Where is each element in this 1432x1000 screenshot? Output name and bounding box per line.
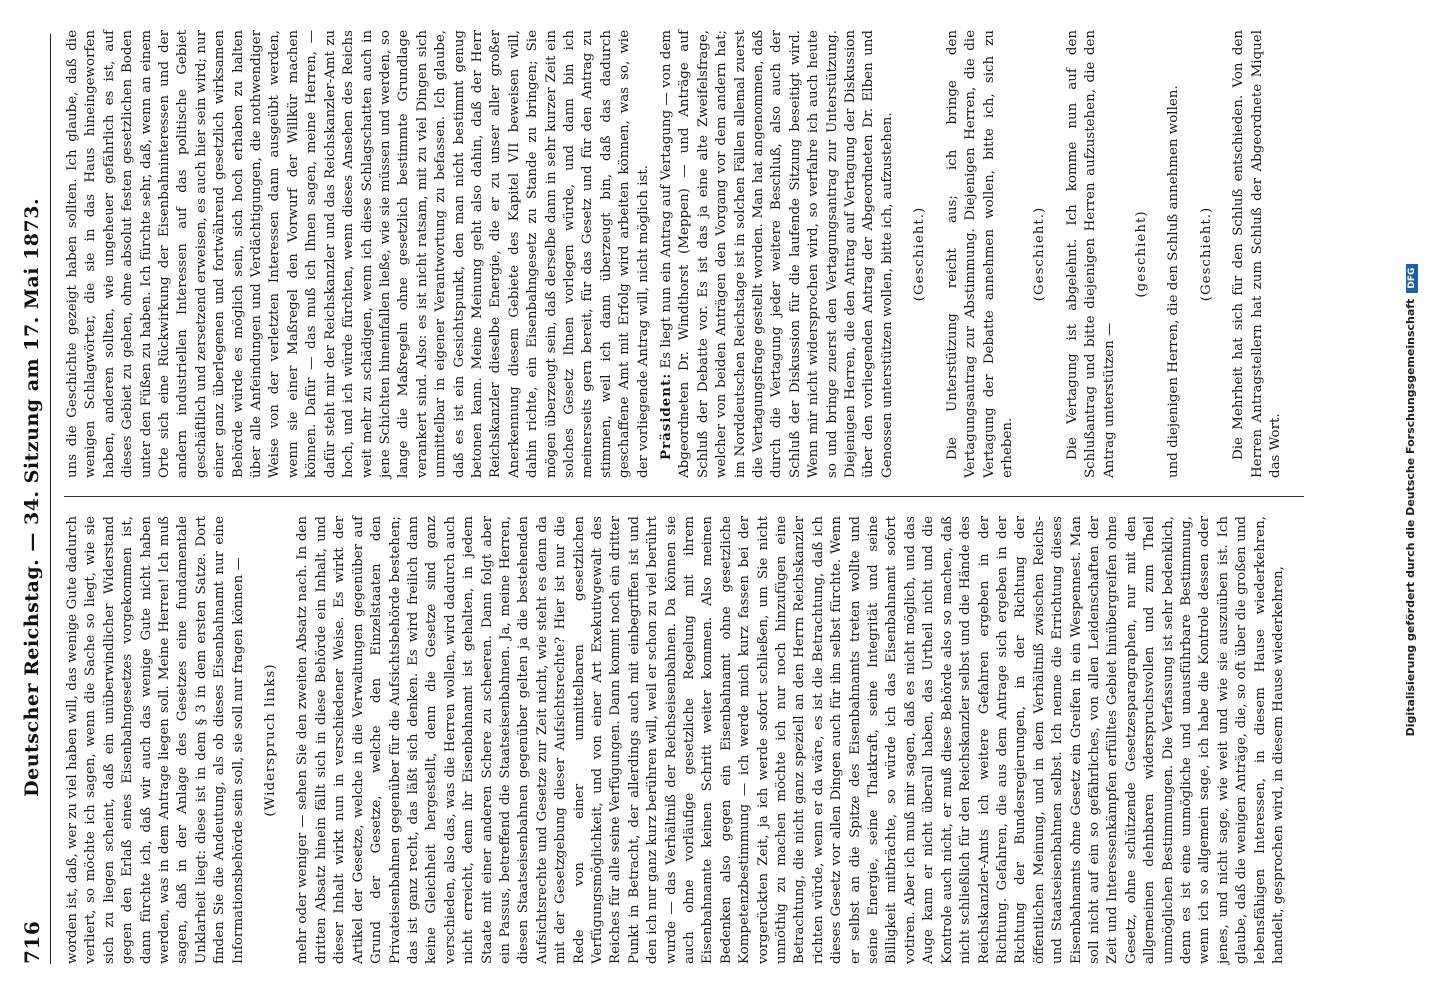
body-paragraph: Die Vertagung ist abgelehnt. Ich komme nun auf den Schlußantrag und bitte diejenigen Herren aufzustehen, die den Antrag unterstützen — [1064,30,1117,478]
stage-direction: (geschieht) [1133,210,1149,298]
speech-paragraph [657,30,897,478]
body-paragraph: und diejenigen Herren, die den Schluß annehmen wollen. [1166,85,1182,478]
body-paragraph: worden ist, daß, wer zu viel haben will, das wenige Gute dadurch verliert, so möchte ich sagen, wenn die Sache so liegt, wie sie sich zu liegen scheint, daß ein unüberwindlicher Widerstand gegen den Erlaß eines Eisenbahngesetzes vorgekommen ist, dann fürchte ich, daß wir auch das wenige Gute nicht haben werden, was in dem Antrage liegen soll. Meine Herren! Ich muß sagen, daß in der Anlage des Gesetzes eine fundamentale Unklarheit liegt: diese ist in dem § 3 in dem ersten Satze. Dort finden Sie die Andeutung, als ob dieses Eisenbahnamt nur eine Informationsbehörde sein soll, sie soll nur fragen können — [65,516,246,964]
body-paragraph: Die Unterstützung reicht aus; ich bringe den Vertagungsantrag zur Abstimmung. Diejenigen Herren, die die Vertagung der Debatte annehmen wollen, bitte ich, sich zu erheben. [944,30,1015,478]
speaker-name: Präsident: [658,372,674,460]
body-paragraph: uns die Geschichte gezeigt haben sollten. Ich glaube, daß die wenigen Schlagwörter, die sie in das Haus hineingeworfen haben, anderen sollten, wie ungeheuer gefährlich es ist, auf dieses Gebiet zu gehen, ohne absolut festen gesetzlichen Boden unter den Füßen zu haben. Ich fürchte sehr, daß, wenn an einem Orte sich eine Rückwirkung der Eisenbahninteressen und der andern industriellen Interessen auf das politische Gebiet geschäftlich und zersetzend erweisen, es auch hier sein wird; nur einer ganz überlegenen und fortwährend gesetzlich wirksamen Behörde würde es möglich sein, sich hoch erhaben zu halten über alle Anfeindungen und Verdächtigungen, die nothwendiger Weise von der verletzten Interessen dann ausgeübt werden, wenn sie einer Maßregel den Vorwurf der Willkür machen können. Dafür — das muß ich Ihnen sagen, meine Herren, — dafür steht mir der Reichskanzler und das Reichskanzler-Amt zu hoch, und ich würde fürchten, wenn dieses Ansehen des Reichs weit mehr zu schädigen, wenn ich diese Schlagschatten auch in jene Schichten hineinfallen ließe, wie sie müssen und werden, so lange die Maßregeln ohne gesetzlich bestimmte Grundlage verankert sind. Also: es ist nicht ratsam, mit zu viel Dingen sich unmittelbar in eigener Verantwortung zu befassen. Ich glaube, daß es ist ein Gesichtspunkt, den man nicht bestimmt genug betonen kann. Meine Meinung geht also dahin, daß der Herr Reichskanzler dieselbe Energie, die er zu unser aller großer Anerkennung diesem Gebiete des Kapitel VII beweisen will, dahin richte, ein Eisenbahngesetz zu Stande zu bringen; Sie mögen überzeugt sein, daß derselbe dann in sehr kurzer Zeit ein solches Gesetz Ihnen vorlegen würde, und dann bin ich meinerseits gern bereit, für das Gesetz und für den Antrag zu stimmen, weil ich dann überzeugt bin, daß das dadurch geschaffene Amt mit Erfolg wird arbeiten können, was so, wie der vorliegende Antrag will, nicht möglich ist. [65,30,651,478]
body-paragraph: mehr oder weniger — sehen Sie den zweiten Absatz nach. In den dritten Absatz hinein fällt sich in diese Behörde ein Inhalt, und dieser Inhalt wirkt nun in verschiedener Weise. Es wirkt der Artikel der Gesetze, welche in die Verwaltungen gegenüber auf Grund der Gesetze, welche den Einzelstaaten den Privateisenbahnen gegenüber für die Aufsichtsbehörde bestehen; das ist ganz recht, das läßt sich denken. Es wird freilich dann keine Gleichheit hergestellt, denn die Gesetze sind ganz verschieden, also das, was die Herren wollen, wird dadurch auch nicht erreicht, denn ihr Eisenbahnamt ist gehalten, in jedem Staate mit einer anderen Schere zu scheeren. Dann folgt aber ein Passus, betreffend die Staatseisenbahnen. Ja, meine Herren, diesen Staatseisenbahnen gegenüber gelten ja die bestehenden Aufsichtsrechte und Gesetze zur Zeit nicht, wie steht es denn da mit der Gesetzgebung dieser Aufsichtsrechte? Hier ist nur die Rede von einer unmittelbaren gesetzlichen Verfügungsmöglichkeit, und von einer Art Exekutivgewalt des Reiches für alle seine Verfügungen. Dann kommt noch ein dritter Punkt in Betracht, der allerdings auch mit einbegriffen ist und den ich nur ganz kurz berühren will, weil er schon zu viel berührt wurde — das Verhältniß der Reichseisenbahnen. Da können sie auch ohne vorläufige gesetzliche Regelung mit ihrem Eisenbahnamte keinen Schritt weiter kommen. Also meinen Bedenken also gegen ein Eisenbahnamt ohne gesetzliche Kompetenzbestimmung — ich werde mich kurz fassen bei der vorgerückten Zeit, ja ich werde sofort schließen, um Sie nicht unnöthig zu machen möchte ich nur noch hinzufügen eine Betrachtung, die nicht ganz speziell an den Herrn Reichskanzler richten würde, wenn er da wäre, es ist die Betrachtung, daß ich dieses Gesetz vor allen Dingen auch für ihn selbst fürchte. Wenn er selbst an die Spitze des Eisenbahnamts treten wollte und seine Energie, seine Thatkraft, seine Integrität und seine Billigkeit mitbrächte, so würde ich das Eisenbahnamt sofort votiren. Aber ich muß mir sagen, daß es nicht möglich, und das Auge kann er nicht überall haben, das Urtheil nicht und die Kontrole auch nicht, er muß diese Behörde also so machen, daß nicht schließlich für den Reichskanzler selbst und die Hände des Reichskanzler-Amts ich weitere Gefahren ergeben in der Richtung. Gefahren, die aus dem Antrage sich ergeben in der Richtung der Bundesregierungen, in der Richtung der öffentlichen Meinung, und in dem Verhältniß zwischen Reichs- und Staatseisenbahnen selbst. Ich nenne die Errichtung dieses Eisenbahnamts ohne Gesetz ein Greifen in ein Wespennest. Man soll nicht auf ein so gefährliches, von allen Leidenschaften der Zeit und Interessenkämpfen erfülltes Gebiet hinübergreifen ohne Gesetz, ohne schützende Gesetzesparagraphen, nur mit den allgemeinen dehnbaren widerspruchsvollen und zum Theil unmöglichen Bestimmungen. Die Verfassung ist sehr bedenklich, denn es ist eine unmögliche und unausführbare Bestimmung, wenn ich so allgemein sage, ich habe die Kontrole dessen oder jenes, und nicht sage, wie weit und wie sie auszuüben ist. Ich glaube, daß die wenigen Anträge, die, so oft über die großen und lebensfähigen Interessen, in diesem Hause wiederkehren, handelt, gesprochen wird, in diesem Hause wiederkehren, [295,516,1286,964]
stage-direction: (Geschieht.) [1198,206,1214,302]
page-title: Deutscher Reichstag. — 34. Sitzung am 17. Mai 1873. [21,197,43,797]
credit-text: Digitalisierung gefördert durch die Deutsche Forschungsgemeinschaft [1404,298,1417,737]
text-column-right [64,30,1289,478]
dfg-logo: DFG [1406,264,1418,293]
stage-direction: (Geschieht.) [912,206,928,302]
digitization-credit [1404,0,1418,1000]
page-header [14,34,51,964]
column-divider [64,496,1304,497]
speech-text: Es liegt nun ein Antrag auf Vertagung — von dem Abgeordneten Dr. Windthorst (Meppen) — und Anträge auf Schluß der Debatte vor. Es ist das ja eine alte Zweifelsfrage, welcher von beiden Anträgen den Vorgang vor dem andern hat; im Norddeutschen Reichstage ist in solchen Fällen allemal zuerst die Vertagungsfrage gestellt worden. Man hat angenommen, daß durch die Vertagung jeder weitere Beschluß, also auch der Schluß der Diskussion für die laufende Sitzung beseitigt wird. Wenn mir nicht widersprochen wird, so verfahre ich auch heute so und bringe zuerst den Vertagungsantrag zur Unterstützung. Diejenigen Herren, die den Antrag auf Vertagung der Diskussion über den vorliegenden Antrag der Abgeordneten Dr. Elben und Genossen unterstützen wollen, bitte ich, aufzustehen. [659,30,895,478]
stage-direction: (Geschieht.) [1032,206,1048,302]
page-number: 716 [20,920,44,964]
text-column-left [64,516,1292,964]
stage-direction: (Widerspruch links) [263,663,279,817]
body-paragraph: Die Mehrheit hat sich für den Schluß entschieden. Von den Herren Antragstellern hat zum Schluß der Abgeordnete Miquel das Wort. [1231,30,1283,478]
